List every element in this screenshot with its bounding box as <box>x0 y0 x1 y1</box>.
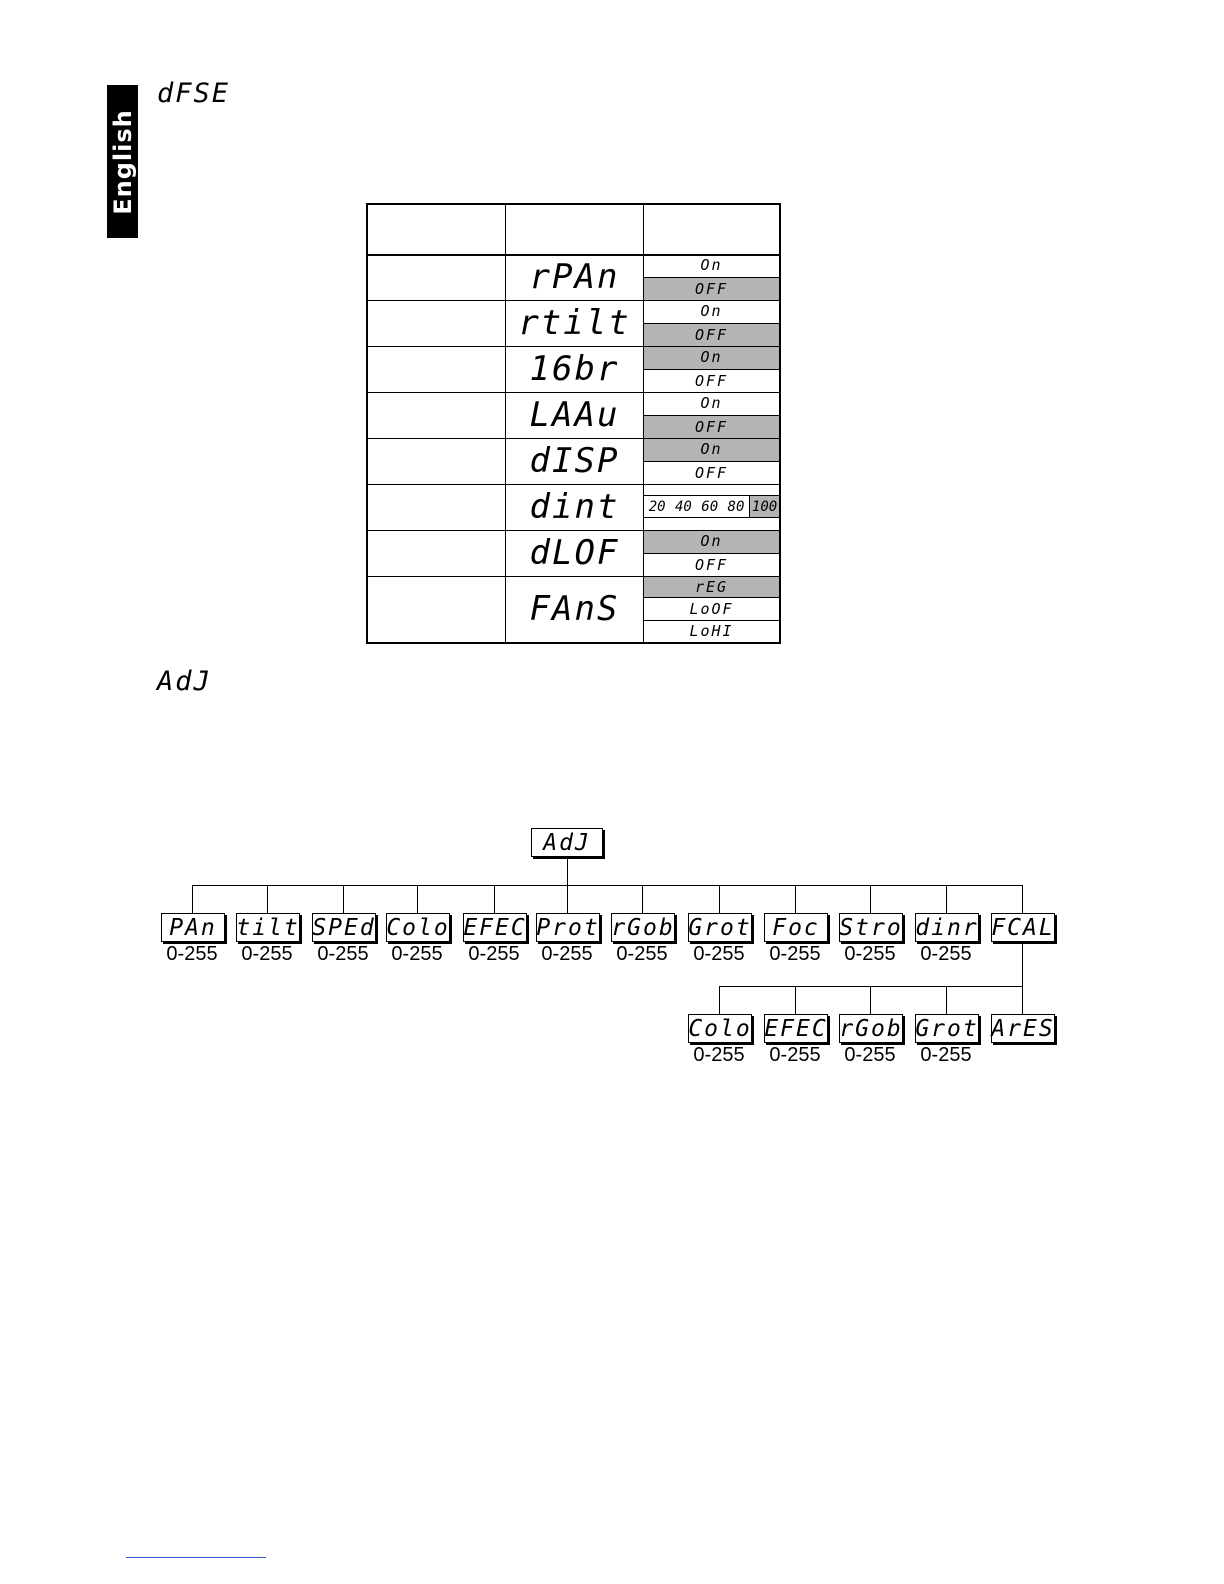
connector-line <box>719 885 720 913</box>
footer-rule <box>126 1557 266 1558</box>
setting-code: LAAu <box>529 395 620 435</box>
intensity-option: 40 <box>674 498 692 515</box>
tree-subnode-box: rGob <box>839 1015 903 1042</box>
tree-subnode-box: ArES <box>991 1015 1055 1042</box>
connector-line <box>642 885 643 913</box>
setting-options <box>644 392 779 438</box>
value-range-label: 0-255 <box>468 943 520 965</box>
intensity-option: 60 <box>701 498 719 515</box>
connector-line <box>567 885 568 913</box>
connector-line <box>192 885 193 913</box>
row-divider <box>368 530 779 531</box>
tree-node-box: Prot <box>536 914 600 941</box>
setting-options <box>644 438 779 484</box>
tree-node-box: rGob <box>611 914 675 941</box>
row-divider <box>368 438 779 439</box>
option-default: rEG <box>644 576 779 598</box>
setting-code: dint <box>529 487 620 527</box>
option: On <box>644 392 779 416</box>
tree-root-box: AdJ <box>531 828 603 857</box>
value-range-label: 0-255 <box>241 943 293 965</box>
connector-line <box>719 986 1023 987</box>
value-range-label: 0-255 <box>693 1044 745 1066</box>
value-range-label: 0-255 <box>844 943 896 965</box>
tree-node-box: tilt <box>236 914 300 941</box>
tree-node-box: Stro <box>839 914 903 941</box>
connector-line <box>1022 885 1023 913</box>
table-row <box>368 530 779 576</box>
tree-subnode-box: Grot <box>915 1015 979 1042</box>
connector-line <box>343 885 344 913</box>
connector-line <box>719 986 720 1014</box>
tree-node-box: SPEd <box>312 914 376 941</box>
setting-code: 16br <box>529 349 620 389</box>
option: OFF <box>694 371 729 390</box>
option-default: On <box>644 346 779 370</box>
row-divider <box>368 300 779 301</box>
setting-options <box>644 254 779 300</box>
table-header <box>368 205 779 256</box>
setting-options <box>644 300 779 346</box>
connector-line <box>1022 986 1023 1014</box>
option-default: On <box>644 438 779 462</box>
option: On <box>644 300 779 324</box>
option: LoOF <box>644 598 779 620</box>
tree-subnode-box: EFEC <box>764 1015 828 1042</box>
tree-subnode-box: Colo <box>688 1015 752 1042</box>
tree-node-box: Grot <box>688 914 752 941</box>
connector-line <box>795 986 796 1014</box>
connector-line <box>946 885 947 913</box>
tree-node-box: EFEC <box>463 914 527 941</box>
value-range-label: 0-255 <box>844 1044 896 1066</box>
option: LoHI <box>689 622 734 641</box>
settings-table <box>366 203 781 644</box>
connector-line <box>417 885 418 913</box>
tree-node-box: Foc <box>764 913 828 942</box>
value-range-label: 0-255 <box>391 943 443 965</box>
value-range-label: 0-255 <box>920 943 972 965</box>
option-default: On <box>644 530 779 554</box>
tree-node-box: PAn <box>161 913 225 942</box>
setting-options <box>644 530 779 576</box>
option-default: OFF <box>644 278 779 301</box>
value-range-label: 0-255 <box>769 943 821 965</box>
connector-line <box>946 986 947 1014</box>
setting-options <box>644 346 779 392</box>
tree-node-box: FCAL <box>991 914 1055 941</box>
intensity-option: 80 <box>727 498 745 515</box>
connector-line <box>795 885 796 913</box>
row-divider <box>368 392 779 393</box>
table-row <box>368 346 779 392</box>
section-heading-dfse: dFSE <box>157 78 231 109</box>
table-row <box>368 392 779 438</box>
language-tab <box>107 85 138 238</box>
option: On <box>644 254 779 278</box>
value-range-label: 0-255 <box>769 1044 821 1066</box>
setting-code: FAnS <box>529 589 620 629</box>
table-row <box>368 300 779 346</box>
option-default: OFF <box>644 416 779 439</box>
setting-code: dISP <box>529 441 620 481</box>
value-range-label: 0-255 <box>317 943 369 965</box>
intensity-option: 20 <box>648 498 666 515</box>
connector-line <box>192 885 1023 886</box>
value-range-label: 0-255 <box>616 943 668 965</box>
connector-line <box>567 858 568 886</box>
row-divider <box>368 346 779 347</box>
setting-code: rPAn <box>529 257 620 297</box>
setting-options <box>644 576 779 642</box>
tree-node-box: dinr <box>915 914 979 941</box>
intensity-option-default: 100 <box>749 496 779 517</box>
option-default: OFF <box>644 324 779 347</box>
setting-code: dLOF <box>529 533 620 573</box>
row-divider <box>368 576 779 577</box>
connector-line <box>870 986 871 1014</box>
connector-line <box>267 885 268 913</box>
connector-line <box>870 885 871 913</box>
setting-code: rtilt <box>518 303 631 343</box>
option: OFF <box>694 463 729 482</box>
setting-options <box>644 484 779 530</box>
value-range-label: 0-255 <box>920 1044 972 1066</box>
table-row <box>368 438 779 484</box>
language-tab-label: English <box>108 108 137 215</box>
table-row <box>368 484 779 530</box>
table-row <box>368 254 779 300</box>
table-row <box>368 576 779 642</box>
value-range-label: 0-255 <box>693 943 745 965</box>
row-divider <box>368 484 779 485</box>
connector-line <box>494 885 495 913</box>
tree-node-box: Colo <box>386 914 450 941</box>
section-heading-adj: AdJ <box>157 666 212 697</box>
value-range-label: 0-255 <box>166 943 218 965</box>
option: OFF <box>694 555 729 574</box>
value-range-label: 0-255 <box>541 943 593 965</box>
